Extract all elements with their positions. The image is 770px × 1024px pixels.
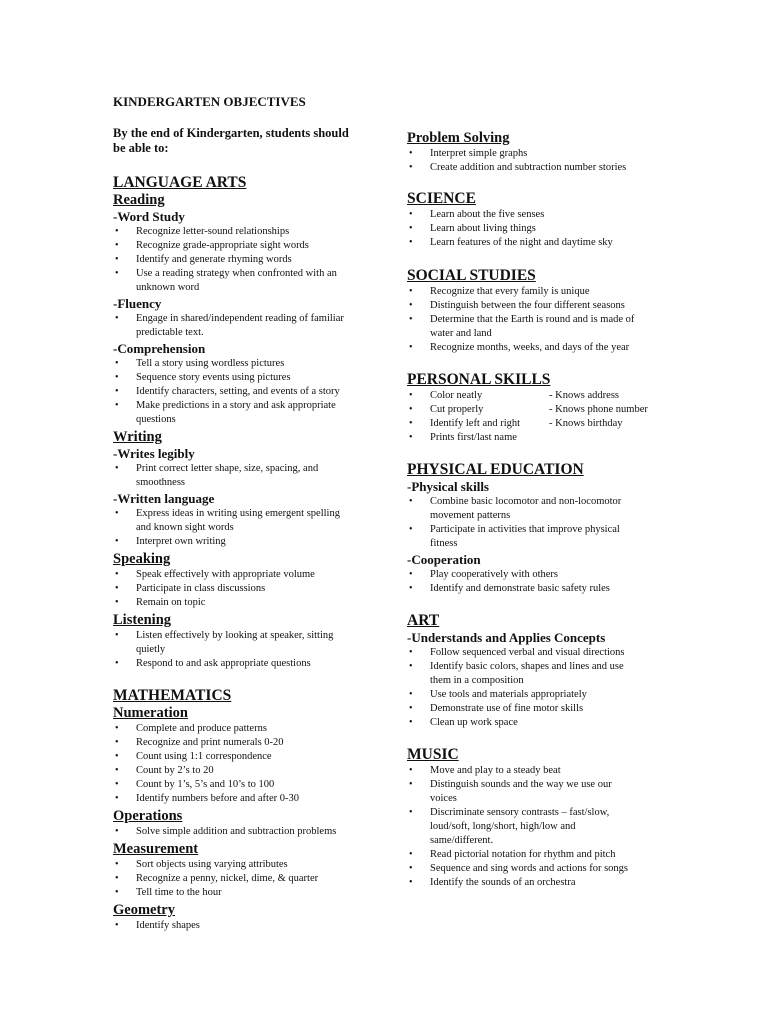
word-study-heading: -Word Study [113,209,185,224]
writing-heading: Writing [113,429,162,445]
right-column [407,130,707,890]
list-item: • Identify and generate rhyming words [115,254,292,265]
bullet-icon: • [115,765,119,776]
science-list [407,208,707,250]
list-item: • Recognize a penny, nickel, dime, & quarter [115,873,319,884]
bullet-icon: • [115,358,119,369]
list-item: • Combine basic locomotor and non-locomotor movement patterns [409,496,622,521]
list-item: • Print correct letter shape, size, spacing, and smoothness [115,463,319,488]
left-column [113,174,383,933]
bullet-icon: • [115,873,119,884]
bullet-icon: • [409,209,413,220]
list-item: • Count by 2’s to 20 [115,765,214,776]
list-item: • Count by 1’s, 5’s and 10’s to 100 [115,779,275,790]
intro-text: By the end of Kindergarten, students should be able to: [113,126,349,155]
bullet-icon: • [115,463,119,474]
bullet-icon: • [409,223,413,234]
art-heading: ART [407,612,440,629]
science-heading: SCIENCE [407,190,476,207]
written-language-list [113,507,383,549]
list-item: • Recognize months, weeks, and days of the year [409,342,630,353]
list-item: • Express ideas in writing using emergent spelling and known sight words [115,508,340,533]
list-item: • Tell a story using wordless pictures [115,358,285,369]
list-item: • Recognize letter-sound relationships [115,226,290,237]
bullet-icon: • [115,240,119,251]
list-item: • Participate in class discussions [115,583,266,594]
list-item: • Learn about living things [409,223,536,234]
physical-skills-list [407,495,707,551]
list-item: • Recognize and print numerals 0-20 [115,737,284,748]
list-item: • Interpret simple graphs [409,148,528,159]
page-title: KINDERGARTEN OBJECTIVES [113,94,306,109]
bullet-icon: • [409,569,413,580]
list-item: • Use a reading strategy when confronted with an unknown word [115,268,337,293]
bullet-icon: • [115,254,119,265]
list-item: • Identify numbers before and after 0-30 [115,793,299,804]
measurement-list [113,858,383,900]
bullet-icon: • [409,404,413,415]
list-item: • Cut properly - Knows phone number [409,404,648,415]
bullet-icon: • [409,162,413,173]
bullet-icon: • [409,807,413,818]
bullet-icon: • [115,400,119,411]
fluency-list [113,312,383,340]
bullet-icon: • [409,877,413,888]
bullet-icon: • [115,737,119,748]
physical-education-heading: PHYSICAL EDUCATION [407,461,584,478]
cooperation-heading: -Cooperation [407,552,481,567]
bullet-icon: • [115,226,119,237]
list-item: • Sort objects using varying attributes [115,859,288,870]
bullet-icon: • [409,647,413,658]
list-item: • Identify and demonstrate basic safety rules [409,583,610,594]
physical-skills-heading: -Physical skills [407,479,489,494]
writes-legibly-heading: -Writes legibly [113,446,195,461]
bullet-icon: • [115,859,119,870]
bullet-icon: • [115,920,119,931]
bullet-icon: • [115,630,119,641]
problem-solving-heading: Problem Solving [407,130,510,146]
list-item: • Distinguish sounds and the way we use our voices [409,779,612,804]
list-item: • Respond to and ask appropriate questions [115,658,311,669]
list-item: • Count using 1:1 correspondence [115,751,272,762]
bullet-icon: • [409,703,413,714]
bullet-icon: • [409,496,413,507]
bullet-icon: • [409,237,413,248]
list-item: • Create addition and subtraction number stories [409,162,627,173]
art-concepts-heading: -Understands and Applies Concepts [407,630,606,645]
bullet-icon: • [409,524,413,535]
list-item: • Color neatly - Knows address [409,390,619,401]
list-item: • Follow sequenced verbal and visual directions [409,647,625,658]
list-item: • Prints first/last name [409,432,517,443]
list-item: • Recognize grade-appropriate sight words [115,240,309,251]
geometry-heading: Geometry [113,902,175,918]
social-studies-heading: SOCIAL STUDIES [407,267,536,284]
bullet-icon: • [409,689,413,700]
comprehension-list [113,357,383,427]
bullet-icon: • [115,779,119,790]
list-item: • Identify characters, setting, and events of a story [115,386,340,397]
bullet-icon: • [115,583,119,594]
bullet-icon: • [409,779,413,790]
list-item: • Demonstrate use of fine motor skills [409,703,584,714]
speaking-list [113,568,383,610]
problem-solving-list [407,147,707,175]
bullet-icon: • [115,386,119,397]
personal-skills-list [407,389,707,445]
list-item: • Tell time to the hour [115,887,222,898]
operations-list [113,825,383,839]
bullet-icon: • [409,583,413,594]
bullet-icon: • [409,418,413,429]
bullet-icon: • [409,148,413,159]
bullet-icon: • [115,313,119,324]
bullet-icon: • [115,536,119,547]
art-list [407,646,707,730]
bullet-icon: • [409,863,413,874]
list-item: • Sequence story events using pictures [115,372,291,383]
list-item: • Determine that the Earth is round and is made of water and land [409,314,635,339]
music-list [407,764,707,890]
bullet-icon: • [409,432,413,443]
numeration-list [113,722,383,806]
bullet-icon: • [115,658,119,669]
list-item: • Solve simple addition and subtraction problems [115,826,337,837]
list-item: • Read pictorial notation for rhythm and pitch [409,849,616,860]
bullet-icon: • [409,661,413,672]
list-item: • Identify shapes [115,920,200,931]
bullet-icon: • [409,765,413,776]
list-item: • Make predictions in a story and ask appropriate questions [115,400,336,425]
list-item: • Sequence and sing words and actions for songs [409,863,629,874]
comprehension-heading: -Comprehension [113,341,206,356]
social-studies-list [407,285,707,355]
numeration-heading: Numeration [113,705,188,721]
list-item: • Move and play to a steady beat [409,765,561,776]
word-study-list [113,225,383,295]
bullet-icon: • [409,390,413,401]
list-item: • Learn features of the night and daytime sky [409,237,613,248]
list-item: • Interpret own writing [115,536,226,547]
bullet-icon: • [409,717,413,728]
list-item: • Use tools and materials appropriately [409,689,587,700]
bullet-icon: • [115,508,119,519]
reading-heading: Reading [113,192,165,208]
list-item: • Engage in shared/independent reading of familiar predictable text. [115,313,344,338]
bullet-icon: • [115,793,119,804]
bullet-icon: • [115,569,119,580]
list-item: • Distinguish between the four different seasons [409,300,625,311]
list-item: • Recognize that every family is unique [409,286,590,297]
bullet-icon: • [409,286,413,297]
listening-heading: Listening [113,612,172,628]
language-arts-heading: LANGUAGE ARTS [113,174,247,191]
bullet-icon: • [115,887,119,898]
geometry-list [113,919,383,933]
cooperation-list [407,568,707,596]
list-item: • Clean up work space [409,717,518,728]
list-item: • Remain on topic [115,597,206,608]
bullet-icon: • [115,723,119,734]
bullet-icon: • [409,342,413,353]
fluency-heading: -Fluency [113,296,162,311]
list-item: • Learn about the five senses [409,209,545,220]
speaking-heading: Speaking [113,551,171,567]
list-item: • Identify basic colors, shapes and lines and use them in a composition [409,661,624,686]
measurement-heading: Measurement [113,841,199,857]
bullet-icon: • [115,268,119,279]
writes-legibly-list [113,462,383,490]
list-item: • Participate in activities that improve physical fitness [409,524,620,549]
bullet-icon: • [409,300,413,311]
list-item: • Listen effectively by looking at speaker, sitting quietly [115,630,334,655]
list-item: • Play cooperatively with others [409,569,559,580]
list-item: • Speak effectively with appropriate volume [115,569,315,580]
mathematics-heading: MATHEMATICS [113,687,232,704]
listening-list [113,629,383,671]
bullet-icon: • [115,597,119,608]
list-item: • Discriminate sensory contrasts – fast/slow, loud/soft, long/short, high/low and same/different. [409,807,610,846]
bullet-icon: • [409,314,413,325]
bullet-icon: • [115,751,119,762]
list-item: • Identify left and right - Knows birthday [409,418,623,429]
list-item: • Complete and produce patterns [115,723,267,734]
operations-heading: Operations [113,808,183,824]
bullet-icon: • [409,849,413,860]
music-heading: MUSIC [407,746,459,763]
list-item: • Identify the sounds of an orchestra [409,877,576,888]
personal-skills-heading: PERSONAL SKILLS [407,371,551,388]
written-language-heading: -Written language [113,491,215,506]
bullet-icon: • [115,826,119,837]
bullet-icon: • [115,372,119,383]
